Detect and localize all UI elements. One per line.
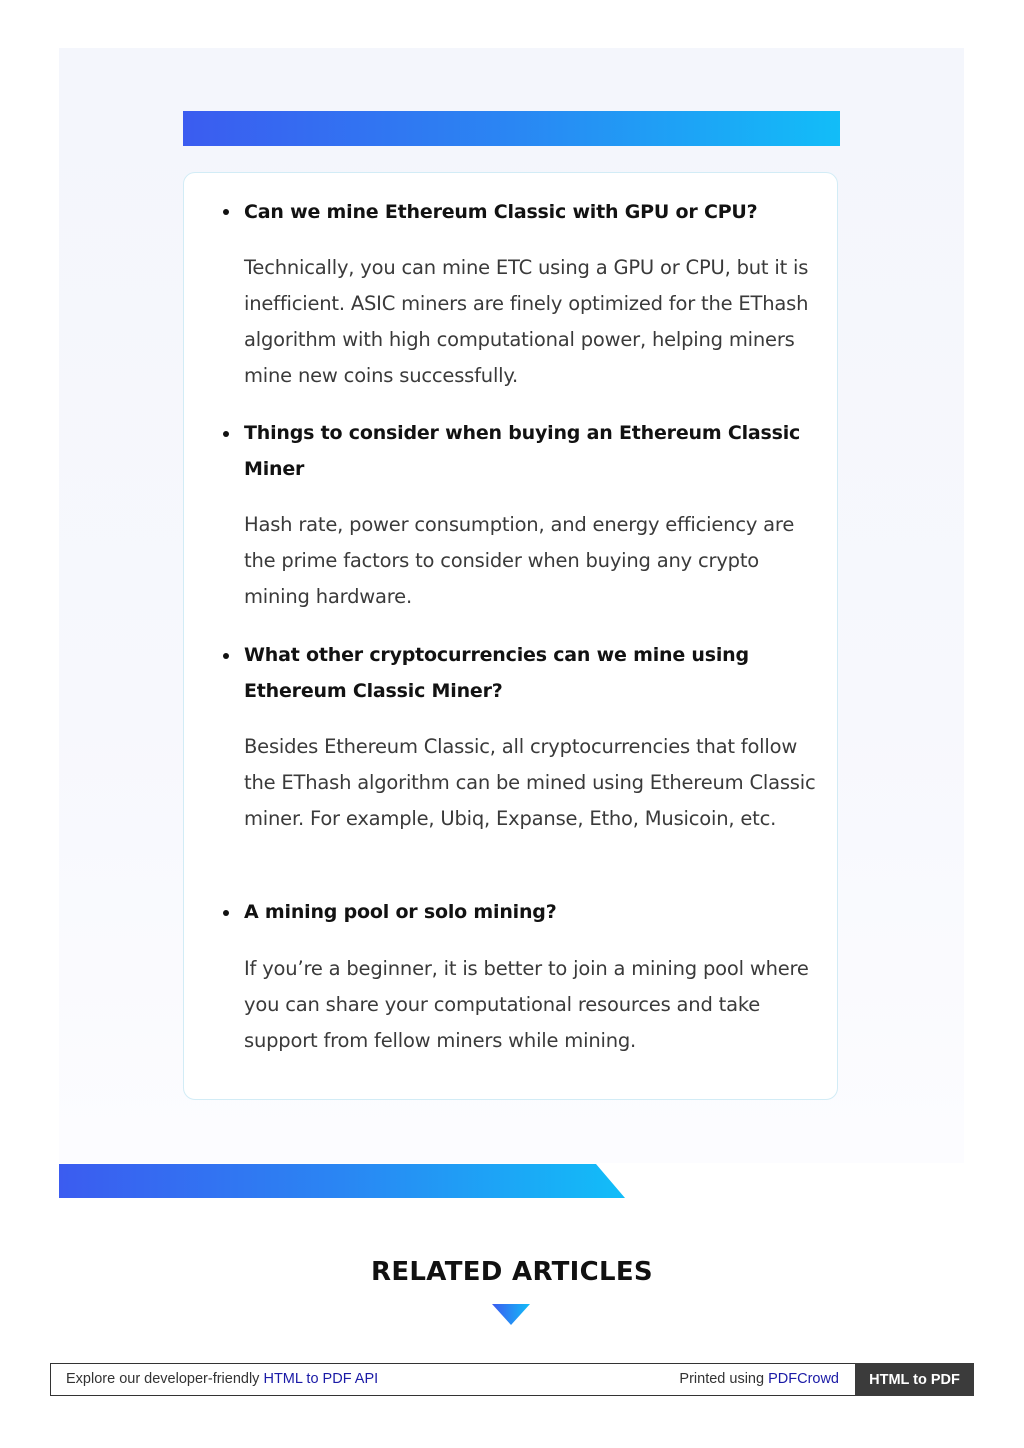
faq-answer: Technically, you can mine ETC using a GPU or CPU, but it is inefficient. ASIC miners are finely optimized for the EThash algorithm with high computational power, helping miners mine new coins successfully. [244,256,809,387]
faq-question: A mining pool or solo mining? [244,901,557,923]
footer-promo [66,1371,378,1387]
footer-promo-text: Explore our developer-friendly [66,1371,264,1387]
footer-printed-using [679,1371,839,1387]
triangle-down-icon [492,1304,530,1325]
faq-question: Things to consider when buying an Ethereum Classic Miner [244,422,801,480]
pdfcrowd-link[interactable]: PDFCrowd [768,1371,839,1387]
bullet-icon [223,653,229,659]
bullet-icon [223,209,229,215]
related-articles-heading: RELATED ARTICLES [371,1257,653,1287]
faq-question: What other cryptocurrencies can we mine using Ethereum Classic Miner? [244,644,749,702]
pdfcrowd-footer [50,1363,974,1396]
header-gradient-bar [183,111,840,146]
faq-answer: If you’re a beginner, it is better to join a mining pool where you can share your computational resources and take support from fellow miners while mining. [244,957,809,1052]
faq-question: Can we mine Ethereum Classic with GPU or CPU? [244,201,758,223]
html-to-pdf-api-link[interactable]: HTML to PDF API [263,1371,379,1387]
html-to-pdf-button[interactable]: HTML to PDF [855,1363,974,1396]
section-divider-band [59,1164,625,1198]
faq-card [183,172,838,1100]
bullet-icon [223,431,229,437]
bullet-icon [223,910,229,916]
faq-answer: Besides Ethereum Classic, all cryptocurrencies that follow the EThash algorithm can be mined using Ethereum Classic miner. For example, Ubiq, Expanse, Etho, Musicoin, etc. [244,735,816,830]
faq-answer: Hash rate, power consumption, and energy efficiency are the prime factors to consider when buying any crypto mining hardware. [244,513,795,608]
footer-printed-text: Printed using [679,1371,769,1387]
